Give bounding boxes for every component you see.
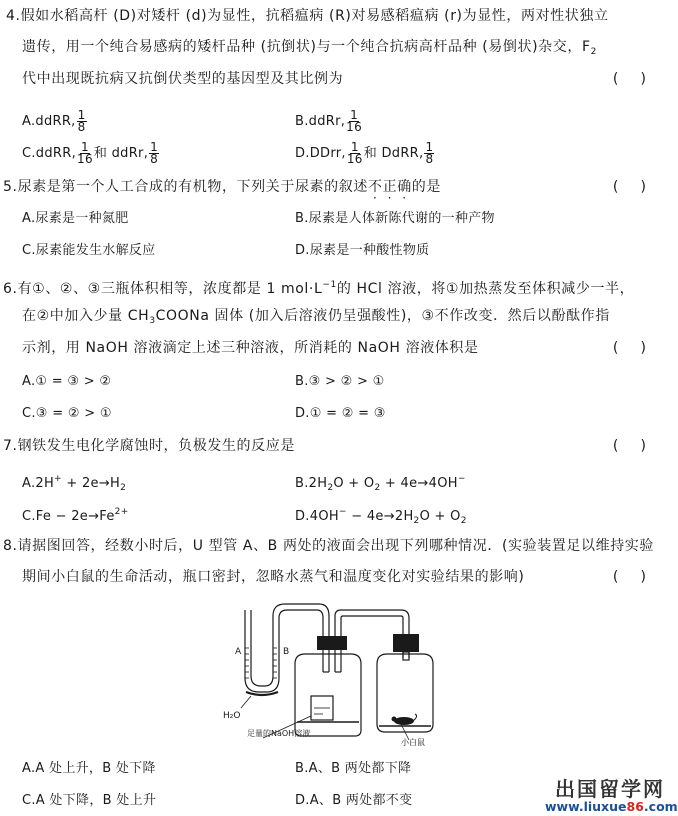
numerator: 1 (80, 140, 89, 154)
denominator: 16 (77, 152, 93, 166)
rubber-stopper (393, 634, 419, 652)
q5-option-a[interactable]: A.尿素是一种氮肥 (22, 211, 129, 226)
fraction (149, 142, 159, 165)
q8-text-1: 请据图回答，经数小时后，U 型管 A、B 两处的液面会出现下列哪种情况．(实验装置足以维持实验 (17, 538, 655, 554)
label-b: B (283, 647, 290, 657)
q7-text: 钢铁发生电化学腐蚀时，负极发生的反应是 (17, 438, 295, 454)
q6-option-a[interactable]: A.① = ③ > ② (22, 374, 112, 389)
q6-text-1b: 的 HCl 溶液，将①加热蒸发至体积减少一半， (336, 281, 635, 297)
url-part: www.liuxue (545, 799, 627, 814)
formula-part: O + O (333, 476, 375, 491)
q4-line-1 (6, 7, 609, 25)
denominator: 8 (425, 152, 434, 166)
formula-part: + 4e→4OH (380, 476, 458, 491)
q6-text-2a: 在②中加入少量 CH (22, 308, 150, 324)
q5-option-b[interactable]: B.尿素是人体新陈代谢的一种产物 (295, 211, 495, 226)
question-number: 7. (3, 438, 18, 454)
q8-option-d[interactable]: D.A、B 两处都不变 (295, 793, 413, 808)
q5-option-c[interactable]: C.尿素能发生水解反应 (22, 243, 156, 258)
numerator: 1 (150, 140, 159, 154)
label-a: A (235, 647, 242, 657)
question-number: 4. (6, 8, 21, 24)
q4-option-d[interactable] (295, 142, 435, 165)
fraction (424, 142, 434, 165)
subscript: 3 (149, 316, 156, 326)
q4-option-a[interactable] (22, 110, 88, 133)
q4-line-3 (22, 70, 343, 88)
q8-option-b[interactable]: B.A、B 两处都下降 (295, 761, 412, 776)
q4-text-3: 代中出现既抗病又抗倒伏类型的基因型及其比例为 (22, 71, 344, 87)
superscript: −1 (322, 280, 337, 290)
fraction (77, 142, 93, 165)
q4-text-1: 假如水稻高杆 (D)对矮杆 (d)为显性，抗稻瘟病 (R)对易感稻瘟病 (r)为显性，两对性状独立 (20, 8, 609, 24)
q6-line-2 (22, 307, 610, 330)
q7-option-a[interactable] (22, 470, 126, 497)
denominator: 8 (150, 152, 159, 166)
subscript: 2 (413, 516, 420, 526)
fraction (77, 110, 87, 133)
option-label: D.DDrr, (295, 146, 346, 161)
subscript: 2 (327, 483, 334, 493)
q6-option-c[interactable]: C.③ = ② > ① (22, 406, 112, 421)
option-joiner: 和 DdRR, (363, 146, 424, 161)
numerator: 1 (350, 140, 359, 154)
answer-blank[interactable]: ( ) (612, 340, 646, 356)
formula-part: − 4e→2H (346, 509, 414, 524)
superscript: + (54, 474, 62, 484)
q5-text: 尿素是第一个人工合成的有机物，下列关于尿素的叙述 (17, 179, 368, 195)
subscript: 2 (460, 516, 467, 526)
q7-option-d[interactable] (295, 503, 467, 530)
label-naoh: 足量的NaOH溶液 (247, 729, 311, 738)
numerator: 1 (77, 108, 86, 122)
mouse-icon (392, 714, 417, 725)
apparatus-illustration (205, 598, 465, 746)
q6-text-2b: COONa 固体 (加入后溶液仍呈强酸性)，③不作改变．然后以酚酞作指 (155, 308, 610, 324)
subscript: 2 (120, 483, 127, 493)
question-number: 8. (3, 538, 18, 554)
option-label: B.ddRr, (295, 114, 346, 129)
emphasis-char: 确 (397, 179, 412, 195)
q5-text-end: 的是 (411, 179, 441, 195)
q6-line-3: 示剂，用 NaOH 溶液滴定上述三种溶液，所消耗的 NaOH 溶液体积是 (22, 340, 479, 356)
site-watermark (545, 777, 678, 814)
q8-option-c[interactable]: C.A 处下降，B 处上升 (22, 793, 157, 808)
numerator: 1 (350, 108, 359, 122)
url-part: .com (643, 799, 678, 814)
denominator: 8 (77, 120, 86, 134)
subscript: 2 (374, 483, 381, 493)
denominator: 16 (346, 120, 363, 134)
q6-option-b[interactable]: B.③ > ② > ① (295, 374, 385, 389)
superscript: − (338, 507, 347, 517)
numerator: 1 (425, 140, 434, 154)
answer-blank[interactable]: ( ) (612, 71, 646, 87)
formula-part: D.4OH (295, 509, 339, 524)
q6-line-1 (3, 276, 634, 298)
q6-text-1a: 有①、②、③三瓶体积相等，浓度都是 1 mol·L (17, 281, 323, 297)
experiment-diagram (205, 598, 465, 746)
q4-option-b[interactable] (295, 110, 363, 133)
formula-part: + 2e→H (61, 476, 121, 491)
emphasis-char: 不 (367, 179, 383, 195)
option-label: C.ddRR, (22, 146, 77, 161)
q5-stem (3, 178, 441, 196)
q7-option-c[interactable] (22, 503, 129, 526)
label-mouse: 小白鼠 (401, 738, 425, 746)
option-joiner: 和 ddRr, (93, 146, 149, 161)
question-number: 6. (3, 281, 18, 297)
answer-blank[interactable]: ( ) (612, 569, 646, 585)
rubber-stopper (317, 636, 347, 650)
q6-option-d[interactable]: D.① = ② = ③ (295, 406, 386, 421)
answer-blank[interactable]: ( ) (612, 179, 646, 195)
q4-option-c[interactable] (22, 142, 160, 165)
watermark-url[interactable] (545, 799, 678, 814)
formula-part: O + O (419, 509, 461, 524)
q4-subscript: 2 (590, 47, 597, 57)
label-water: H₂O (223, 711, 241, 721)
formula-part: C.Fe − 2e→Fe (22, 509, 115, 524)
q4-line-2 (22, 38, 597, 61)
q7-option-b[interactable] (295, 470, 466, 497)
fraction (347, 142, 363, 165)
question-number: 5. (3, 179, 18, 195)
q4-text-2: 遗传，用一个纯合易感病的矮杆品种 (抗倒状)与一个纯合抗病高杆品种 (易倒状)杂交，F (22, 39, 591, 55)
answer-blank[interactable]: ( ) (612, 438, 646, 454)
emphasis-char: 正 (382, 179, 398, 195)
formula-part: B.2H (295, 476, 328, 491)
formula-part: A.2H (22, 476, 55, 491)
q5-option-d[interactable]: D.尿素是一种酸性物质 (295, 243, 430, 258)
option-label: A.ddRR, (22, 114, 76, 129)
q8-line-2: 期间小白鼠的生命活动，瓶口密封，忽略水蒸气和温度变化对实验结果的影响) (22, 569, 525, 585)
denominator: 16 (346, 152, 363, 166)
q7-stem (3, 437, 295, 455)
superscript: 2+ (114, 507, 129, 517)
watermark-title: 出国留学网 (555, 777, 665, 801)
fraction (346, 110, 362, 133)
q8-line-1 (3, 537, 654, 555)
url-part-red: 86 (626, 799, 644, 814)
superscript: − (457, 474, 466, 484)
q8-option-a[interactable]: A.A 处上升，B 处下降 (22, 761, 156, 776)
